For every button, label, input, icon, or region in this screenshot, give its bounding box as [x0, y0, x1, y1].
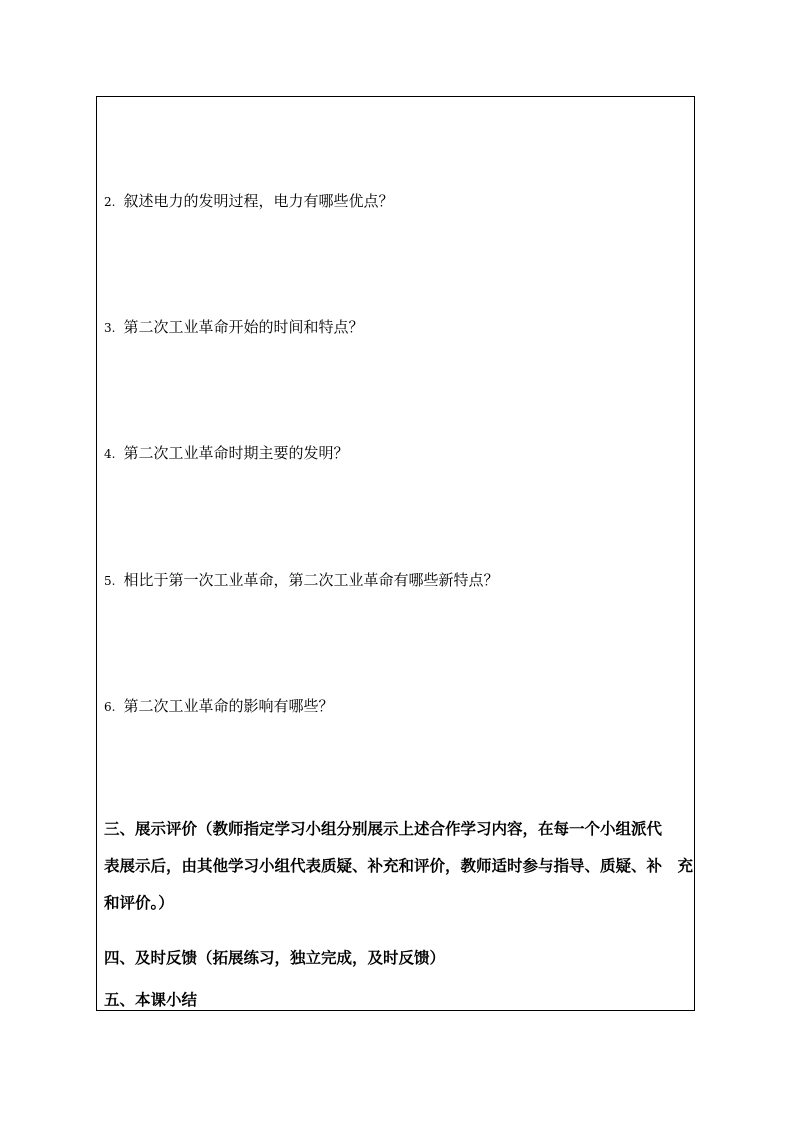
- question-number: 5.: [104, 574, 116, 588]
- section-three-line-2: 表展示后，由其他学习小组代表质疑、补充和评价，教师适时参与指导、质疑、补 充: [104, 856, 694, 875]
- question-text: 第二次工业革命的影响有哪些？: [123, 697, 334, 715]
- section-three-line-1: 三、展示评价（教师指定学习小组分别展示上述合作学习内容，在每一个小组派代: [104, 819, 663, 838]
- question-2: [104, 191, 393, 212]
- question-number: 3.: [104, 321, 116, 335]
- question-text: 第二次工业革命开始的时间和特点？: [123, 318, 364, 336]
- question-6: [104, 696, 333, 717]
- section-three-line-3: 和评价。）: [104, 893, 174, 912]
- section-four-feedback: 四、及时反馈（拓展练习，独立完成，及时反馈）: [104, 948, 446, 967]
- question-number: 4.: [104, 447, 116, 461]
- section-three-display-evaluation: [104, 818, 694, 929]
- question-text: 叙述电力的发明过程，电力有哪些优点？: [123, 192, 394, 210]
- question-5: [104, 570, 498, 591]
- question-text: 第二次工业革命时期主要的发明？: [123, 444, 349, 462]
- question-number: 2.: [104, 195, 116, 209]
- question-4: [104, 443, 348, 464]
- question-text: 相比于第一次工业革命，第二次工业革命有哪些新特点？: [123, 571, 499, 589]
- section-five-summary: 五、本课小结: [104, 990, 198, 1009]
- question-3: [104, 317, 363, 338]
- question-number: 6.: [104, 700, 116, 714]
